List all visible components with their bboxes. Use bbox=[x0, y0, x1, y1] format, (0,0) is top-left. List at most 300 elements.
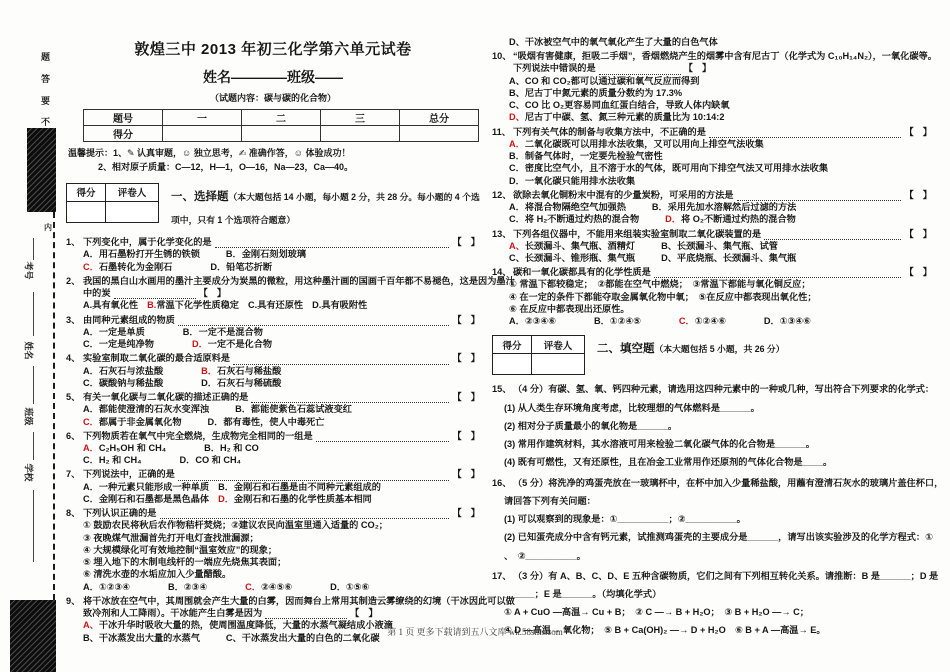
option-text: 具有吸附性 bbox=[321, 300, 368, 311]
option-text: 金刚石和石墨都是黑色晶体 bbox=[98, 493, 210, 504]
question-number: 9、 bbox=[66, 595, 81, 606]
option-letter: C、 bbox=[225, 632, 242, 643]
answer-letter: C． bbox=[83, 416, 99, 427]
option bbox=[509, 99, 730, 111]
question bbox=[66, 430, 480, 467]
score-table-header-row bbox=[84, 110, 479, 126]
question-line bbox=[492, 228, 932, 240]
option-letter: B． bbox=[204, 443, 220, 453]
option-letter: A． bbox=[83, 249, 99, 260]
content-note: （试题内容：碳与碳的化合物） bbox=[209, 93, 336, 103]
option-text: 石墨转化为金刚石 bbox=[98, 261, 173, 272]
option-letter: A、 bbox=[509, 75, 525, 86]
option-text: C₂H₅OH 和 CH₄ bbox=[98, 443, 167, 453]
option bbox=[509, 175, 635, 187]
question-line bbox=[492, 62, 932, 74]
option bbox=[652, 201, 796, 213]
option bbox=[665, 213, 796, 225]
question bbox=[66, 468, 480, 505]
question-number: 10、 bbox=[492, 51, 512, 62]
option-text: CO 和 CO₂都可以通过碳和氧气反应而得到 bbox=[524, 75, 700, 86]
option bbox=[192, 338, 272, 350]
option-text: 干冰升华时吸收大量的热，使周围温度降低，大量的水蒸气凝结成小液滴 bbox=[98, 620, 393, 631]
option bbox=[83, 377, 163, 389]
answer-bracket: 【 】 bbox=[904, 126, 932, 137]
question-text: 欲除去氧化铜粉末中混有的少量炭粉，可采用的方法是 bbox=[513, 189, 734, 200]
option-letter: C． bbox=[83, 377, 99, 388]
question bbox=[66, 352, 480, 389]
question-text: 中的炭 bbox=[83, 288, 111, 299]
option-letter: A． bbox=[509, 202, 525, 213]
answer-letter: C． bbox=[678, 316, 695, 327]
option-text: 一定是单质 bbox=[98, 326, 145, 337]
question bbox=[492, 189, 932, 226]
option-letter: B、 bbox=[661, 240, 677, 251]
score-row-label: 得分 bbox=[84, 126, 163, 142]
question-line bbox=[66, 314, 480, 326]
score-cell-empty bbox=[242, 126, 321, 142]
question bbox=[492, 228, 932, 265]
section-1-note: （本大题包括 14 小题，每小题 2 分，共 28 分。每小题的 4 个选项中，只有 1 个选项符合题意） bbox=[171, 191, 480, 226]
score-table-header: 总分 bbox=[400, 110, 479, 126]
option-text: 都有毒性，使人中毒死亡 bbox=[223, 416, 325, 427]
margin-blank-line bbox=[33, 432, 34, 460]
question-subline: ⑤ 埋入地下的木制电线杆的一端应先烧焦其表面； bbox=[83, 557, 287, 568]
answer-letter: D． bbox=[191, 339, 208, 350]
option-letter: C． bbox=[83, 339, 99, 350]
score-cell-empty bbox=[321, 126, 400, 142]
page-footer: 第 1 页 更多下载请到五八文库 wk.58sms.com bbox=[387, 627, 563, 637]
question-number: 13、 bbox=[492, 228, 512, 239]
option-letter: B． bbox=[651, 202, 668, 213]
choice-questions-right bbox=[492, 36, 937, 327]
option-text: 一定是纯净物 bbox=[98, 339, 154, 350]
option-row bbox=[492, 252, 932, 264]
option-text: 用石墨粉打开生锈的铁锁 bbox=[98, 249, 200, 260]
option bbox=[661, 252, 796, 264]
option-letter: B、 bbox=[83, 632, 99, 643]
score-cell-empty bbox=[67, 201, 106, 222]
question-text: 有关一氧化碳与二氧化碳的描述正确的是 bbox=[83, 392, 249, 403]
question-text: 我国的黑白山水画用的墨汁主要成分为炭黑的微粒，用这种墨汁画的国画千百年都不易褪色，这是因为墨汁 bbox=[83, 275, 515, 286]
question-line bbox=[66, 468, 480, 480]
option bbox=[201, 365, 281, 377]
answer-bracket: 【 】 bbox=[452, 314, 480, 325]
question-subline: ⑥ 在反应中都表现出还原性。 bbox=[509, 303, 630, 314]
answer-bracket: 【 】 bbox=[452, 237, 480, 248]
option-text: H₂ 和 CO bbox=[219, 443, 259, 453]
answer-bracket: 【 】 bbox=[452, 353, 480, 364]
option-letter: B． bbox=[167, 581, 184, 592]
question-text: 下列认识正确的是 bbox=[83, 508, 157, 519]
question-number: 4、 bbox=[66, 353, 81, 364]
option-text: ①②④⑤ bbox=[609, 316, 641, 327]
question-subline: (1) 从人类生存环境角度考虑，比较理想的气体燃料是______。 bbox=[504, 402, 760, 413]
margin-blank-line bbox=[33, 238, 34, 260]
option bbox=[83, 261, 172, 273]
option bbox=[248, 299, 303, 311]
paper-title: 敦煌三中 2013 年初三化学第六单元试卷 bbox=[134, 41, 412, 58]
option-letter: D． bbox=[509, 175, 525, 186]
question-line bbox=[66, 430, 480, 442]
option-row bbox=[492, 75, 932, 87]
score-table-header: 三 bbox=[321, 110, 400, 126]
option-row bbox=[492, 99, 932, 111]
score-cell-empty bbox=[493, 354, 532, 375]
question-subline: ③ 夜晚煤气泄漏首先打开电灯查找泄漏源； bbox=[83, 532, 259, 543]
question-line bbox=[492, 50, 937, 62]
option-text: 都能使紫色石蕊试液变红 bbox=[250, 404, 352, 415]
margin-field-exam-number: 考号 bbox=[23, 261, 34, 280]
option-letter: C． bbox=[83, 455, 99, 466]
option bbox=[509, 150, 663, 162]
answer-letter: D、 bbox=[509, 112, 525, 123]
question-subline: ① 鼓励农民将秋后农作物秸杆焚烧；②建议农民向温室里通入适量的 CO₂； bbox=[83, 520, 388, 531]
option-letter: A． bbox=[83, 581, 99, 592]
option bbox=[509, 75, 699, 87]
option bbox=[245, 581, 292, 593]
option-row bbox=[66, 326, 480, 338]
option bbox=[509, 111, 724, 123]
answer-bracket: 【 】 bbox=[904, 228, 932, 239]
option-letter: D． bbox=[179, 455, 196, 466]
option bbox=[218, 493, 372, 505]
option-text: 一定不是化合物 bbox=[207, 339, 273, 350]
option-text: 采用先加水溶解然后过滤的方法 bbox=[667, 202, 797, 213]
option bbox=[83, 493, 209, 505]
option-row bbox=[492, 175, 932, 187]
grader-label: 评卷人 bbox=[106, 183, 159, 201]
option-letter: C. bbox=[248, 300, 258, 311]
option-text: 二氧化碳既可以用排水法收集，又可以用向上排空气法收集 bbox=[524, 138, 764, 149]
option-text: 一定不是混合物 bbox=[198, 326, 263, 337]
option bbox=[509, 36, 718, 48]
option-letter: A． bbox=[83, 326, 99, 337]
option-letter: C． bbox=[509, 214, 525, 225]
question bbox=[66, 391, 480, 428]
option-row bbox=[66, 416, 480, 428]
question-number: 16、 bbox=[492, 477, 512, 488]
option-text: ②④⑤⑥ bbox=[260, 581, 293, 592]
option-letter: D. bbox=[312, 300, 322, 311]
option-text: CO 和 CH₄ bbox=[195, 455, 242, 466]
question-text: 由同种元素组成的物质 bbox=[83, 314, 175, 325]
question-number: 11、 bbox=[492, 126, 511, 137]
option bbox=[509, 87, 682, 99]
option-row bbox=[66, 403, 480, 415]
score-table-header: 二 bbox=[242, 110, 321, 126]
question-subline: (4) 既有可燃性，又有还原性，且在冶金工业常用作还原剂的气体化合物是____。 bbox=[504, 457, 833, 468]
score-cell-empty bbox=[532, 354, 585, 375]
question-number: 12、 bbox=[492, 189, 512, 200]
section-2-note: （本大题包括 5 小题，共 26 分） bbox=[654, 344, 785, 355]
answer-letter: C． bbox=[83, 261, 99, 272]
option-text: 尼古丁中氮元素的质量分数约为 17.3% bbox=[524, 87, 683, 98]
option bbox=[764, 315, 811, 327]
option-text: 常温下化学性质稳定 bbox=[156, 300, 239, 311]
option-letter: A． bbox=[83, 404, 99, 415]
option bbox=[208, 416, 325, 428]
question bbox=[66, 236, 480, 273]
option bbox=[83, 299, 138, 311]
option-text: 平底烧瓶、长颈漏斗、集气瓶 bbox=[676, 252, 797, 263]
score-summary-table bbox=[83, 109, 479, 142]
answer-letter: C． bbox=[245, 581, 261, 592]
option-row bbox=[492, 162, 932, 174]
redaction-blob-top bbox=[27, 128, 56, 212]
margin-blank-line bbox=[33, 366, 34, 404]
score-table-score-row bbox=[84, 126, 479, 142]
option-text: 一氧化碳只能用排水法收集 bbox=[524, 175, 636, 186]
answer-letter: B． bbox=[201, 365, 217, 376]
option-letter: A． bbox=[509, 316, 525, 327]
option-text: 干冰蒸发出大量的白色的二氧化碳 bbox=[241, 632, 380, 643]
option-text: ①②④⑥ bbox=[694, 316, 726, 327]
question-number: 7、 bbox=[66, 469, 81, 480]
option-row bbox=[66, 481, 480, 493]
question-subline: ④ 在一定的条件下都能夺取金属氧化物中氧； ⑤在反应中都表现出氧化性； bbox=[509, 291, 817, 302]
option bbox=[168, 581, 207, 593]
question-line bbox=[492, 126, 932, 138]
option-text: 干冰被空气中的氧气氧化产生了大量的白色气体 bbox=[524, 37, 718, 47]
option-letter: B． bbox=[225, 249, 242, 260]
option bbox=[509, 213, 639, 225]
option-row bbox=[492, 213, 932, 225]
option-letter: C． bbox=[83, 493, 99, 504]
section-1-header bbox=[66, 183, 480, 230]
question-line bbox=[492, 570, 939, 582]
section-1-heading bbox=[171, 183, 480, 230]
option bbox=[509, 162, 828, 174]
question bbox=[492, 50, 937, 123]
question-line bbox=[492, 383, 935, 395]
question-number: 2、 bbox=[66, 275, 81, 286]
option bbox=[83, 454, 142, 466]
option bbox=[679, 315, 726, 327]
question bbox=[492, 477, 944, 562]
option-row bbox=[66, 377, 480, 389]
option-row bbox=[66, 493, 480, 505]
option-letter: B． bbox=[218, 481, 234, 492]
question-line bbox=[66, 607, 480, 619]
option-text: 制备气体时，一定要先检验气密性 bbox=[524, 151, 663, 162]
question bbox=[492, 383, 935, 468]
option bbox=[312, 299, 367, 311]
question-number: 17、 bbox=[492, 570, 512, 581]
option bbox=[218, 481, 381, 493]
question-subline: ① 常温下都较稳定； ②都能在空气中燃烧； ③常温下都能与氧化铜反应； bbox=[509, 279, 811, 290]
dotted-leader bbox=[764, 236, 901, 240]
option-letter: C、 bbox=[509, 100, 525, 111]
answer-letter: A． bbox=[83, 443, 99, 453]
answer-bracket: 【 】 bbox=[452, 430, 480, 441]
question-subline: (3) 常用作建筑材料，其水溶液可用来检验二氧化碳气体的化合物是______。 bbox=[504, 439, 815, 450]
question-subline: ______；E 是______。（均填化学式） bbox=[504, 588, 662, 599]
question-line bbox=[492, 189, 932, 201]
option-text: 石灰石与浓盐酸 bbox=[98, 365, 164, 376]
question-text: “吸烟有害健康，拒吸二手烟”，香烟燃烧产生的烟雾中含有尼古丁（化学式为 C₁₀H₁₄N₂），一氧化碳等。 bbox=[513, 51, 937, 62]
answer-bracket: 【 】 bbox=[904, 189, 932, 200]
option-letter: A． bbox=[83, 365, 99, 376]
question-number: 1、 bbox=[66, 237, 81, 248]
margin-field-school: 学校 bbox=[23, 463, 34, 482]
option-text: 都属于非金属氧化物 bbox=[98, 416, 182, 427]
question-subline: ④ 大规模绿化可有效地控制“温室效应”的现象； bbox=[83, 544, 278, 555]
question-subline: ① A + CuO —高温→ Cu + B； ② C —→ B + H₂O； ③ B + H₂O —→ C； bbox=[504, 607, 809, 618]
option-row bbox=[492, 150, 932, 162]
fill-in-questions bbox=[492, 383, 944, 636]
option bbox=[594, 315, 641, 327]
answer-bracket: 【 】 bbox=[452, 392, 480, 403]
question-text: 实验室制取二氧化碳的最合适原料是 bbox=[83, 353, 230, 364]
binding-text-char: 不 bbox=[41, 117, 51, 127]
option bbox=[83, 481, 209, 493]
option-row bbox=[66, 365, 480, 377]
section-2-heading bbox=[597, 335, 785, 359]
question-number: 5、 bbox=[66, 392, 81, 403]
question-line bbox=[66, 595, 515, 607]
margin-field-class: 班级 bbox=[23, 407, 34, 426]
question-number: 6、 bbox=[66, 430, 81, 441]
option-row bbox=[492, 315, 932, 327]
question-text: （3 分）有 A、B、C、D、E 五种含碳物质，它们之间有下列相互转化关系。请推断：B 是______；D 是 bbox=[513, 570, 939, 581]
score-cell-empty bbox=[163, 126, 242, 142]
option-text: 碳酸钠与稀盐酸 bbox=[98, 377, 164, 388]
question-text: 下列物质若在氧气中完全燃烧，生成物完全相同的一组是 bbox=[83, 430, 313, 441]
score-label: 得分 bbox=[493, 336, 532, 354]
option bbox=[509, 201, 626, 213]
question bbox=[66, 314, 480, 351]
answer-bracket: 【 】 bbox=[452, 508, 480, 519]
option-letter: A. bbox=[83, 300, 93, 311]
option-text: ①③④⑥ bbox=[779, 316, 811, 327]
question-line bbox=[66, 275, 515, 287]
option-text: 具有还原性 bbox=[257, 300, 304, 311]
option-row bbox=[66, 261, 480, 273]
option-text: 将 H₂不断通过灼热的混合物 bbox=[524, 214, 640, 225]
option-text: 金刚石和石墨是由不同种元素组成的 bbox=[233, 481, 381, 492]
option-text: 一种元素只能形成一种单质 bbox=[98, 481, 210, 492]
score-grader-box bbox=[66, 183, 159, 223]
option-row bbox=[66, 454, 480, 466]
answer-bracket: 【 】 bbox=[198, 288, 227, 299]
name-class-line: 姓名————班级—— bbox=[203, 69, 343, 85]
option-letter: B、 bbox=[509, 87, 525, 98]
option-row bbox=[492, 87, 932, 99]
question-number: 8、 bbox=[66, 508, 81, 519]
binding-text-char: 题 bbox=[41, 52, 51, 62]
score-table-header: 一 bbox=[163, 110, 242, 126]
option-row bbox=[66, 442, 480, 454]
option-text: 将 O₂不断通过灼热的混合物 bbox=[681, 214, 796, 225]
question-text: （4 分）有碳、氢、氧、钙四种元素，请选用这四种元素中的一种或几种，写出符合下列要求的化学式： bbox=[513, 384, 935, 395]
option-row bbox=[66, 248, 480, 260]
option bbox=[210, 261, 272, 273]
option-letter: B． bbox=[235, 404, 251, 415]
question-text: 致冷剂和人工降雨）。干冰能产生白雾是因为 bbox=[83, 608, 263, 619]
option-text: ①⑤⑥ bbox=[345, 581, 370, 592]
option bbox=[330, 581, 369, 593]
question-number: 15、 bbox=[492, 384, 512, 395]
option-row bbox=[66, 581, 480, 593]
option-text: 密度比空气小，且不溶于水的气体，既可用向下排空气法又可用排水法收集 bbox=[524, 163, 829, 174]
option-row bbox=[66, 338, 480, 350]
option-letter: D． bbox=[210, 261, 227, 272]
question-subline: (2) 已知蛋壳成分中含有钙元素，试推测鸡蛋壳的主要成分是______，请写出该实验涉及的化学方程式：① bbox=[504, 532, 933, 543]
question-line bbox=[66, 391, 480, 403]
question-number: 14、 bbox=[492, 267, 512, 278]
option-text: 金刚石和石墨的化学性质基本相同 bbox=[233, 493, 372, 504]
answer-bracket: 【 】 bbox=[350, 608, 378, 619]
option bbox=[83, 338, 154, 350]
grader-label: 评卷人 bbox=[532, 336, 585, 354]
question-line bbox=[66, 507, 480, 519]
score-cell-empty bbox=[106, 201, 159, 222]
option-text: H₂ 和 CH₄ bbox=[98, 455, 142, 466]
tips-line-1: 温馨提示：1、✎ 认真审题，☺ 独立思考，✍ 准确作答，☺ 体验成功！ bbox=[68, 148, 351, 158]
section-2-title: 二、填空题 bbox=[597, 343, 655, 356]
option-text: 干冰蒸发出大量的水蒸气 bbox=[98, 632, 200, 643]
option-letter: B． bbox=[509, 151, 525, 162]
answer-bracket: 【 】 bbox=[904, 267, 932, 278]
binding-dashed-line bbox=[53, 212, 55, 600]
option-text: CO 比 O₂更容易同血红蛋白结合，导致人体内缺氧 bbox=[524, 100, 730, 111]
option-letter: A． bbox=[83, 481, 99, 492]
score-cell-empty bbox=[400, 126, 479, 142]
question-subline: (1) 可以观察到的现象是：①__________；②__________。 bbox=[504, 514, 746, 525]
question-text: 下列有关气体的制备与收集方法中，不正确的是 bbox=[513, 126, 706, 137]
option-letter: B． bbox=[182, 326, 199, 337]
question-text: 碳和一氧化碳都具有的化学性质是 bbox=[513, 267, 651, 278]
question-text: 下列各组仪器中，不能用来组装实验室制取二氧化碳装置的是 bbox=[513, 228, 762, 239]
right-column bbox=[492, 0, 944, 637]
option bbox=[661, 240, 778, 252]
answer-bracket: 【 】 bbox=[452, 469, 480, 480]
answer-letter: A、 bbox=[509, 240, 525, 251]
option bbox=[509, 138, 764, 150]
option-text: 长颈漏斗、集气瓶、试管 bbox=[676, 240, 778, 251]
question-subline: ⑥ 清洗水壶的水垢应加入少量醋酸。 bbox=[83, 569, 232, 580]
question-subline: 请回答下列有关问题： bbox=[504, 495, 596, 506]
answer-letter: A． bbox=[509, 138, 525, 149]
option bbox=[83, 365, 163, 377]
option-text: 尼古丁中碳、氢、氮三种元素的质量比为 10:14:2 bbox=[524, 112, 725, 123]
option-text: 石灰石与稀盐酸 bbox=[216, 365, 282, 376]
margin-blank-line bbox=[33, 490, 34, 562]
option-text: 铅笔芯折断 bbox=[226, 261, 273, 272]
option-text: ②③④⑥ bbox=[524, 316, 556, 327]
option-text: 将混合物隔绝空气加强热 bbox=[524, 202, 626, 213]
option bbox=[183, 326, 263, 338]
dotted-leader bbox=[316, 438, 450, 442]
question bbox=[492, 126, 932, 187]
option-text: 石灰石与稀硫酸 bbox=[216, 377, 282, 388]
option bbox=[235, 403, 352, 415]
answer-letter: B. bbox=[147, 300, 157, 311]
option-text: 具有氧化性 bbox=[92, 300, 139, 311]
binding-text-char: 答 bbox=[41, 74, 51, 84]
question-text: （5 分）将洗净的鸡蛋壳放在一玻璃杯中，在杯中加入少量稀盐酸，用蘸有澄清石灰水的玻璃片盖住杯口， bbox=[513, 477, 944, 488]
option-letter: B． bbox=[593, 316, 610, 327]
option-text: ①②③④ bbox=[98, 581, 130, 592]
option bbox=[83, 416, 182, 428]
option bbox=[509, 240, 635, 252]
option-letter: D． bbox=[207, 416, 224, 427]
question-subline: 、 ②__________。 bbox=[504, 550, 586, 561]
option bbox=[83, 326, 145, 338]
option bbox=[509, 315, 556, 327]
question-line bbox=[66, 236, 480, 248]
